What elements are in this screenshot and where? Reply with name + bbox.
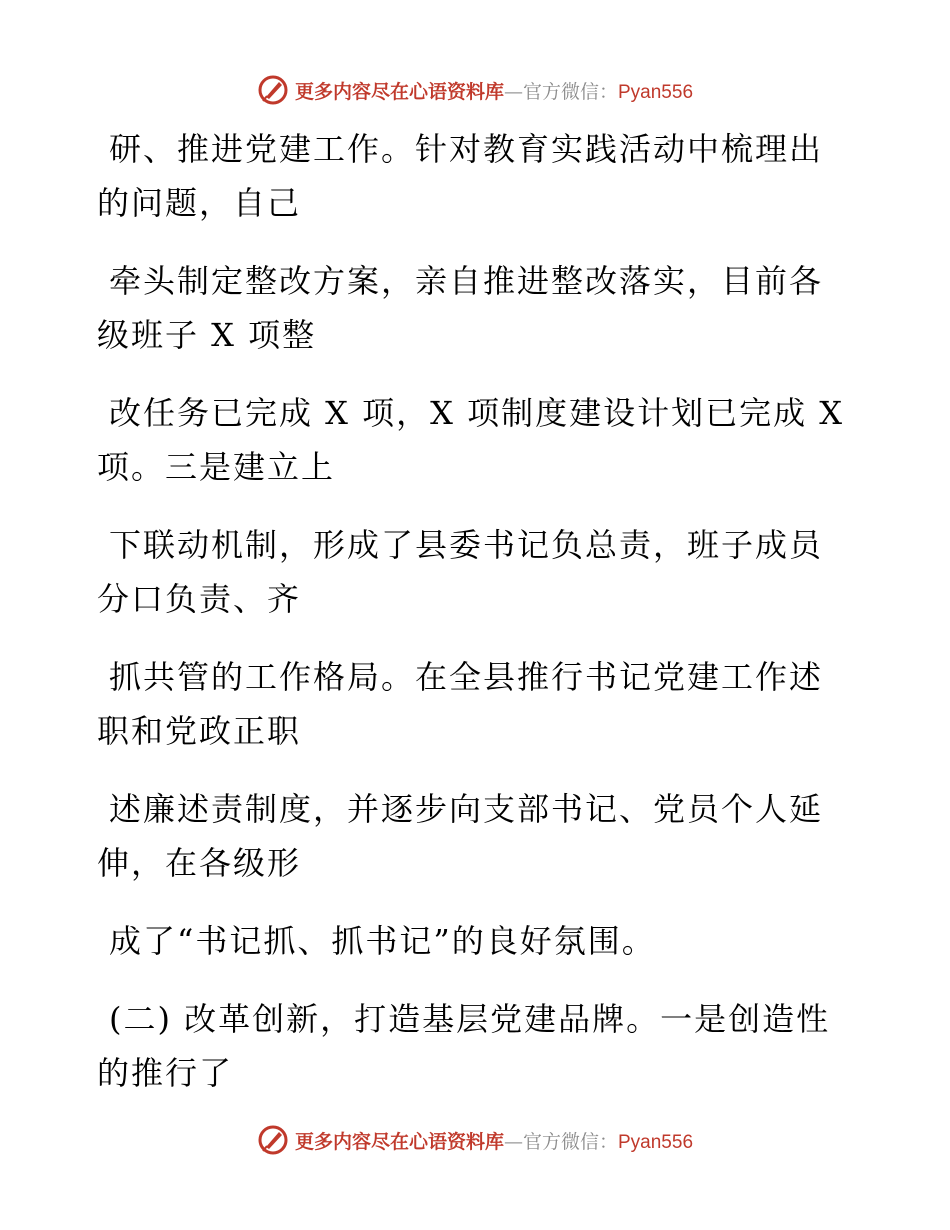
paragraph-2 [97, 254, 857, 362]
footer-banner [0, 1120, 950, 1160]
paragraph-6 [97, 782, 857, 890]
header-banner-text [295, 77, 693, 104]
footer-banner-inner [257, 1124, 693, 1156]
banner-label: 官方微信： [522, 1130, 618, 1153]
paragraph-line: 伸，在各级形 [97, 844, 302, 882]
banner-main-text: 更多内容尽在心语资料库 [294, 1130, 504, 1153]
quill-logo-icon [257, 1124, 289, 1156]
paragraph-1 [97, 122, 857, 230]
footer-banner-text [295, 1127, 693, 1154]
paragraph-line: 牵头制定整改方案，亲自推进整改落实，目前各 [109, 262, 824, 300]
paragraph-8 [97, 992, 857, 1100]
banner-wechat-id: Pyan556 [618, 81, 694, 103]
paragraph-5 [97, 650, 857, 758]
paragraph-line: 改任务已完成 X 项，X 项制度建设计划已完成 X [109, 394, 845, 432]
paragraph-line: 项。三是建立上 [97, 448, 336, 486]
banner-dash: — [503, 1130, 523, 1153]
paragraph-line: 的推行了 [97, 1054, 234, 1092]
banner-label: 官方微信： [522, 80, 618, 103]
header-banner [0, 70, 950, 110]
paragraph-line: 抓共管的工作格局。在全县推行书记党建工作述 [109, 658, 824, 696]
document-body [97, 122, 857, 1124]
paragraph-7 [97, 914, 857, 968]
quill-logo-icon [257, 74, 289, 106]
paragraph-line: 的问题，自己 [97, 184, 302, 222]
banner-main-text: 更多内容尽在心语资料库 [294, 80, 504, 103]
paragraph-line: (二) 改革创新，打造基层党建品牌。一是创造性 [109, 1000, 831, 1038]
paragraph-line: 成了“书记抓、抓书记”的良好氛围。 [109, 922, 656, 960]
banner-wechat-id: Pyan556 [618, 1131, 694, 1153]
paragraph-line: 述廉述责制度，并逐步向支部书记、党员个人延 [109, 790, 824, 828]
paragraph-line: 研、推进党建工作。针对教育实践活动中梳理出 [109, 130, 824, 168]
paragraph-3 [97, 386, 857, 494]
header-banner-inner [257, 74, 693, 106]
banner-dash: — [503, 80, 523, 103]
paragraph-line: 下联动机制，形成了县委书记负总责，班子成员 [109, 526, 824, 564]
paragraph-line: 职和党政正职 [97, 712, 302, 750]
paragraph-4 [97, 518, 857, 626]
paragraph-line: 分口负责、齐 [97, 580, 302, 618]
paragraph-line: 级班子 X 项整 [97, 316, 317, 354]
